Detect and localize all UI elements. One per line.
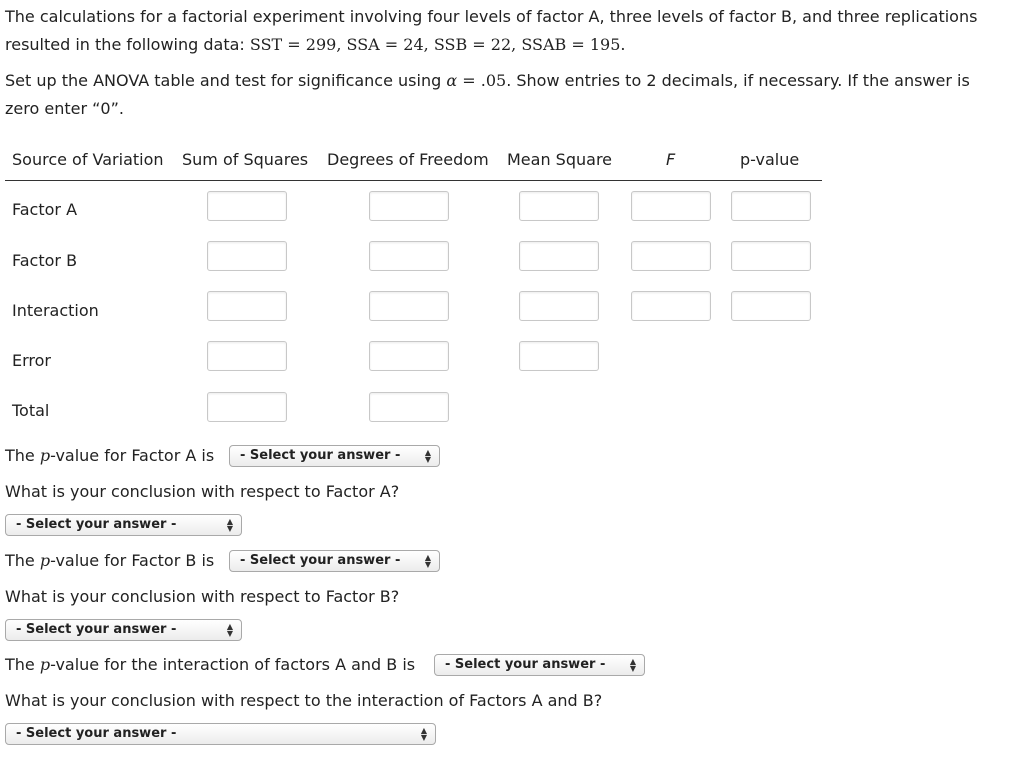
interaction-p-value-select[interactable] bbox=[434, 654, 645, 676]
instructions-prefix: Set up the ANOVA table and test for significance using bbox=[5, 71, 447, 90]
select-arrows-icon: ▲ ▼ bbox=[420, 726, 427, 742]
q1-prefix: The bbox=[5, 446, 40, 465]
q5-prefix: The bbox=[5, 655, 40, 674]
interaction-conclusion-select[interactable] bbox=[5, 723, 436, 745]
statement-line1: The calculations for a factorial experiment involving four levels of factor A, three levels of factor B, and three replications bbox=[5, 7, 978, 26]
factor-b-df-input[interactable] bbox=[369, 241, 449, 271]
p-symbol: p bbox=[39, 551, 51, 570]
interaction-df-input[interactable] bbox=[369, 291, 449, 321]
header-source: Source of Variation bbox=[12, 150, 164, 169]
interaction-p-value-input[interactable] bbox=[731, 291, 811, 321]
total-df-input[interactable] bbox=[369, 392, 449, 422]
row-label-interaction: Interaction bbox=[12, 301, 99, 320]
factor-a-conclusion-select[interactable] bbox=[5, 514, 242, 536]
factor-a-sum-of-squares-input[interactable] bbox=[207, 191, 287, 221]
q1-suffix: -value for Factor A is bbox=[50, 446, 215, 465]
p-symbol: p bbox=[39, 655, 51, 674]
error-df-input[interactable] bbox=[369, 341, 449, 371]
alpha-value: = .05 bbox=[457, 71, 507, 90]
question-interaction-p-value bbox=[5, 655, 415, 674]
problem-statement bbox=[5, 3, 1015, 59]
select-arrows-icon: ▲ ▼ bbox=[424, 553, 431, 569]
q3-prefix: The bbox=[5, 551, 40, 570]
select-placeholder: - Select your answer - bbox=[240, 553, 401, 568]
factor-b-p-value-input[interactable] bbox=[731, 241, 811, 271]
row-label-factor-a: Factor A bbox=[12, 200, 78, 219]
alpha-symbol: α bbox=[446, 71, 458, 90]
header-f: F bbox=[666, 150, 676, 169]
interaction-sum-of-squares-input[interactable] bbox=[207, 291, 287, 321]
factor-b-sum-of-squares-input[interactable] bbox=[207, 241, 287, 271]
row-label-total: Total bbox=[12, 401, 50, 420]
question-factor-b-p-value bbox=[5, 551, 214, 570]
factor-a-f-input[interactable] bbox=[631, 191, 711, 221]
statement-line2-prefix: resulted in the following data: bbox=[5, 35, 250, 54]
row-label-factor-b: Factor B bbox=[12, 251, 78, 270]
header-degrees-of-freedom: Degrees of Freedom bbox=[327, 150, 489, 169]
given-data: SST = 299, SSA = 24, SSB = 22, SSAB = 195. bbox=[249, 35, 626, 54]
anova-table-header bbox=[5, 140, 822, 181]
select-placeholder: - Select your answer - bbox=[240, 448, 401, 463]
instructions-suffix: . Show entries to 2 decimals, if necessary. If the answer is bbox=[506, 71, 970, 90]
select-arrows-icon: ▲ ▼ bbox=[226, 517, 233, 533]
q5-suffix: -value for the interaction of factors A and B is bbox=[50, 655, 416, 674]
error-mean-square-input[interactable] bbox=[519, 341, 599, 371]
interaction-f-input[interactable] bbox=[631, 291, 711, 321]
instructions bbox=[5, 67, 1015, 123]
total-sum-of-squares-input[interactable] bbox=[207, 392, 287, 422]
factor-b-p-value-select[interactable] bbox=[229, 550, 440, 572]
select-arrows-icon: ▲ ▼ bbox=[226, 622, 233, 638]
instructions-line2: zero enter “0”. bbox=[5, 99, 124, 118]
question-factor-b-conclusion: What is your conclusion with respect to Factor B? bbox=[5, 587, 400, 606]
question-factor-a-conclusion: What is your conclusion with respect to Factor A? bbox=[5, 482, 400, 501]
header-sum-of-squares: Sum of Squares bbox=[182, 150, 309, 169]
select-placeholder: - Select your answer - bbox=[16, 726, 177, 741]
header-mean-square: Mean Square bbox=[507, 150, 613, 169]
factor-a-p-value-select[interactable] bbox=[229, 445, 440, 467]
select-placeholder: - Select your answer - bbox=[16, 517, 177, 532]
error-sum-of-squares-input[interactable] bbox=[207, 341, 287, 371]
q3-suffix: -value for Factor B is bbox=[50, 551, 215, 570]
select-placeholder: - Select your answer - bbox=[16, 622, 177, 637]
factor-a-df-input[interactable] bbox=[369, 191, 449, 221]
factor-a-mean-square-input[interactable] bbox=[519, 191, 599, 221]
row-label-error: Error bbox=[12, 351, 51, 370]
select-arrows-icon: ▲ ▼ bbox=[424, 448, 431, 464]
header-p-value: p-value bbox=[740, 150, 800, 169]
question-factor-a-p-value bbox=[5, 446, 214, 465]
factor-b-f-input[interactable] bbox=[631, 241, 711, 271]
interaction-mean-square-input[interactable] bbox=[519, 291, 599, 321]
select-placeholder: - Select your answer - bbox=[445, 657, 606, 672]
factor-b-conclusion-select[interactable] bbox=[5, 619, 242, 641]
select-arrows-icon: ▲ ▼ bbox=[629, 657, 636, 673]
factor-a-p-value-input[interactable] bbox=[731, 191, 811, 221]
p-symbol: p bbox=[39, 446, 51, 465]
question-interaction-conclusion: What is your conclusion with respect to the interaction of Factors A and B? bbox=[5, 691, 603, 710]
factor-b-mean-square-input[interactable] bbox=[519, 241, 599, 271]
